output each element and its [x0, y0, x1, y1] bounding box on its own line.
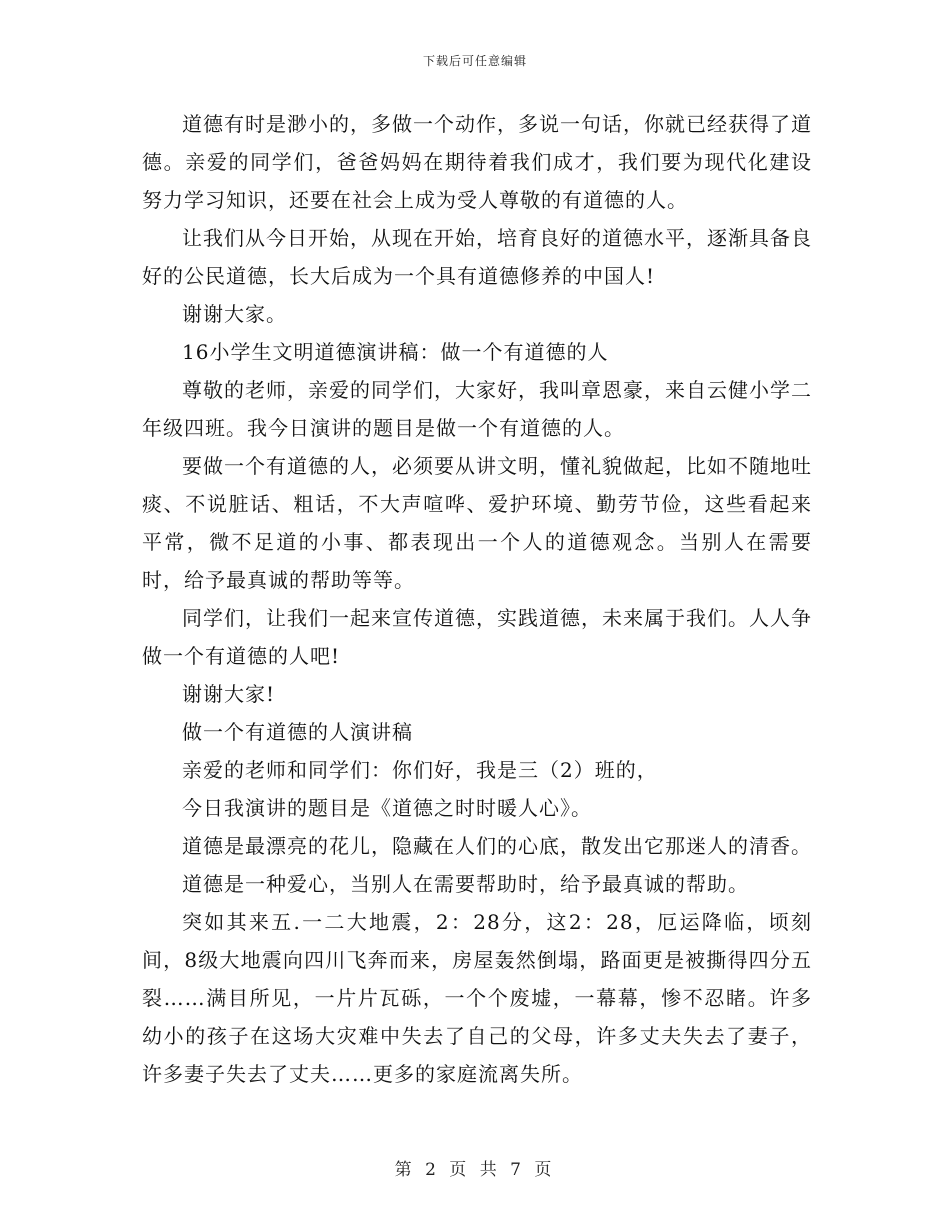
- paragraph: 道德是一种爱心，当别人在需要帮助时，给予最真诚的帮助。: [182, 872, 749, 896]
- section-title: 做一个有道德的人演讲稿: [182, 720, 413, 744]
- document-body: [142, 105, 812, 1093]
- page-footer: 第 2 页 共 7 页: [394, 1160, 556, 1180]
- paragraph: 谢谢大家!: [182, 682, 276, 706]
- paragraph: 突如其来五.一二大地震，2：28分，这2：28，厄运降临，顷刻间，8级大地震向四川飞奔而来，房屋轰然倒塌，路面更是被撕得四分五裂……满目所见，一片片瓦砾，一个个废墟，一幕幕，惨不忍睹。许多幼小的孩子在这场大灾难中失去了自己的父母，许多丈夫失去了妻子，许多妻子失去了丈夫……更多的家庭流离失所。: [142, 910, 812, 1086]
- paragraph: 今日我演讲的题目是《道德之时时暖人心》。: [182, 796, 592, 820]
- paragraph: 要做一个有道德的人，必须要从讲文明，懂礼貌做起，比如不随地吐痰、不说脏话、粗话，不大声喧哗、爱护环境、勤劳节俭，这些看起来平常，微不足道的小事、都表现出一个人的道德观念。当别人在需要时，给予最真诚的帮助等等。: [142, 454, 812, 592]
- paragraph: 道德是最漂亮的花儿，隐藏在人们的心底，散发出它那迷人的清香。: [182, 834, 812, 858]
- paragraph: 道德有时是渺小的，多做一个动作，多说一句话，你就已经获得了道德。亲爱的同学们，爸爸妈妈在期待着我们成才，我们要为现代化建设努力学习知识，还要在社会上成为受人尊敬的有道德的人。: [142, 112, 812, 212]
- paragraph: 尊敬的老师，亲爱的同学们，大家好，我叫章恩豪，来自云健小学二年级四班。我今日演讲的题目是做一个有道德的人。: [142, 378, 812, 440]
- paragraph: 亲爱的老师和同学们：你们好，我是三（2）班的，: [182, 758, 658, 782]
- paragraph: 同学们，让我们一起来宣传道德，实践道德，未来属于我们。人人争做一个有道德的人吧!: [142, 606, 812, 668]
- paragraph: 谢谢大家。: [182, 302, 287, 326]
- paragraph: 让我们从今日开始，从现在开始，培育良好的道德水平，逐渐具备良好的公民道德，长大后成为一个具有道德修养的中国人!: [142, 226, 812, 288]
- page-header: 下载后可任意编辑: [422, 54, 527, 68]
- section-title: 16小学生文明道德演讲稿：做一个有道德的人: [182, 340, 609, 364]
